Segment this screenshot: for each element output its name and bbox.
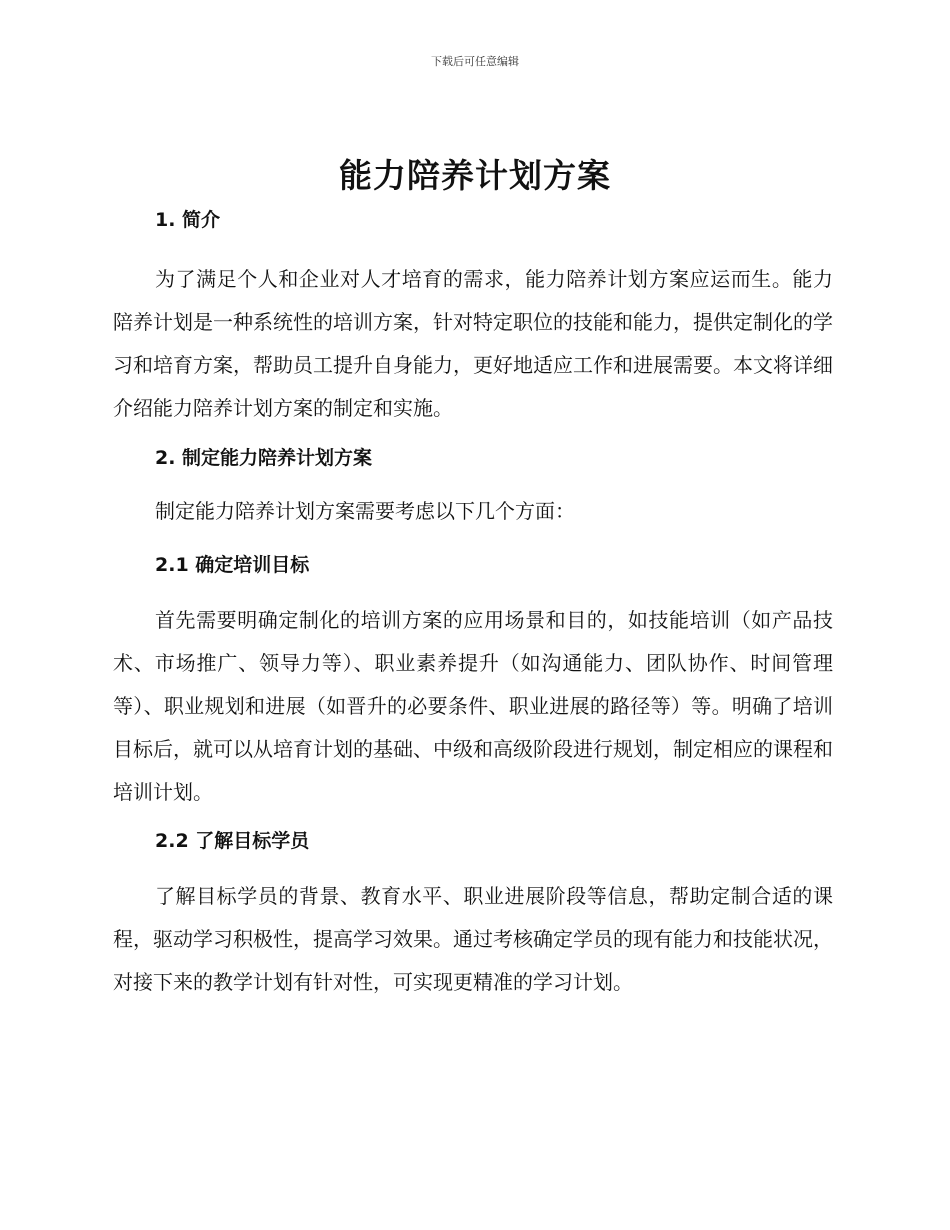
- section-heading-learner: 2.2 了解目标学员: [155, 830, 310, 852]
- document-title: 能力陪养计划方案: [339, 156, 611, 195]
- header-note: 下载后可任意编辑: [431, 55, 519, 68]
- paragraph-learner: 了解目标学员的背景、教育水平、职业进展阶段等信息，帮助定制合适的课程，驱动学习积极性，提高学习效果。通过考核确定学员的现有能力和技能状况，对接下来的教学计划有针对性，可实现更精准的学习计划。: [113, 884, 833, 994]
- section-heading-plan: 2. 制定能力陪养计划方案: [155, 447, 373, 469]
- paragraph-plan: 制定能力陪养计划方案需要考虑以下几个方面：: [155, 499, 575, 523]
- document-body: [113, 205, 833, 1004]
- paragraph-intro: 为了满足个人和企业对人才培育的需求，能力陪养计划方案应运而生。能力陪养计划是一种系统性的培训方案，针对特定职位的技能和能力，提供定制化的学习和培育方案，帮助员工提升自身能力，更好地适应工作和进展需要。本文将详细介绍能力陪养计划方案的制定和实施。: [113, 267, 833, 420]
- section-heading-goal: 2.1 确定培训目标: [155, 554, 310, 576]
- paragraph-goal: 首先需要明确定制化的培训方案的应用场景和目的，如技能培训（如产品技术、市场推广、领导力等）、职业素养提升（如沟通能力、团队协作、时间管理等）、职业规划和进展（如晋升的必要条件、职业进展的路径等）等。明确了培训目标后，就可以从培育计划的基础、中级和高级阶段进行规划，制定相应的课程和培训计划。: [113, 608, 833, 804]
- section-heading-intro: 1. 简介: [155, 209, 221, 231]
